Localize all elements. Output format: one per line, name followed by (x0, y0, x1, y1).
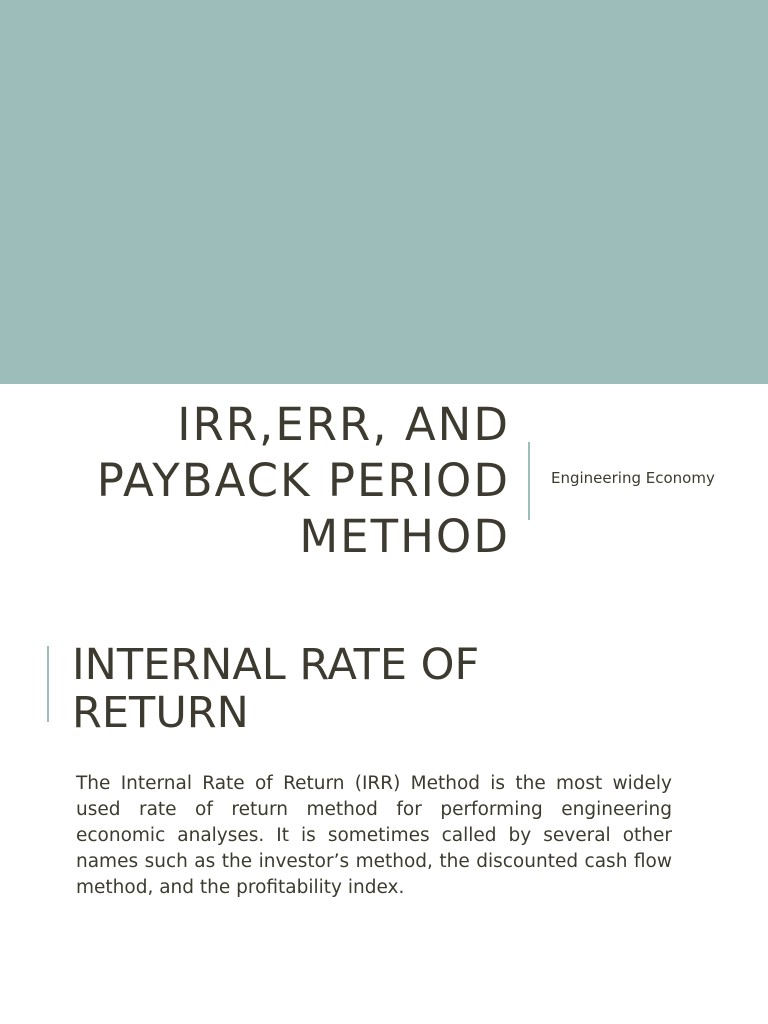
slide-subtitle: Engineering Economy (551, 469, 715, 487)
section-heading-line: INTERNAL RATE OF (72, 640, 480, 690)
title-divider (528, 442, 530, 520)
slide-title-line: METHOD (299, 510, 510, 563)
slide-title-line: PAYBACK PERIOD (96, 454, 510, 507)
section-heading (72, 641, 692, 737)
section-body-text: The Internal Rate of Return (IRR) Method is the most widely used rate of return method for performing engineering economic analyses. It is sometimes called by several other names such as the investor’s method, the discounted cash flow method, and the profitability index. (76, 773, 672, 898)
title-slide-color-band (0, 0, 768, 384)
slide-title (40, 397, 510, 565)
section-heading-line: RETURN (72, 688, 249, 738)
section-accent-bar (47, 646, 49, 722)
slide-title-line: IRR,ERR, AND (177, 398, 510, 451)
